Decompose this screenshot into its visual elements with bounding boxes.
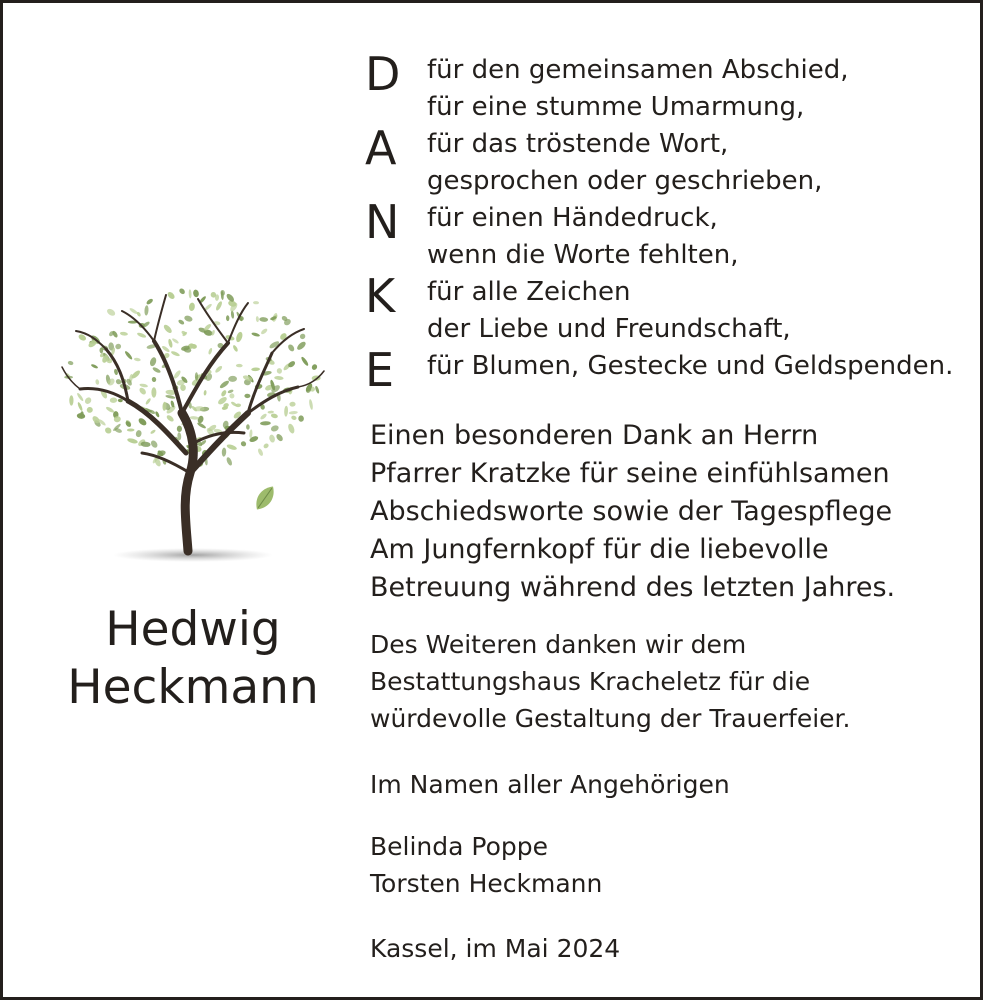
danke-letter-a: A xyxy=(365,121,397,175)
leaf xyxy=(251,332,260,337)
leaf xyxy=(220,389,227,397)
leaf xyxy=(91,363,99,369)
deceased-first-name: Hedwig xyxy=(105,602,281,657)
danke-letter-k: K xyxy=(365,269,396,323)
leaf xyxy=(260,421,271,426)
leaf xyxy=(76,392,84,402)
leaf xyxy=(69,395,73,405)
leaf xyxy=(166,414,175,423)
leaf xyxy=(188,302,195,311)
leaf xyxy=(178,319,185,326)
leaf xyxy=(244,394,250,399)
leaf xyxy=(197,415,205,424)
leaf xyxy=(188,289,191,298)
leaf xyxy=(275,433,284,443)
leaf xyxy=(95,379,100,385)
leaf xyxy=(145,398,152,406)
leaf xyxy=(249,429,253,438)
paragraph-line: Des Weiteren danken wir dem xyxy=(370,630,747,659)
danke-letter-d: D xyxy=(365,47,401,101)
leaf xyxy=(165,394,176,399)
leaf xyxy=(149,356,158,367)
leaf xyxy=(177,426,182,432)
leaf xyxy=(235,331,244,343)
leaf xyxy=(284,406,288,417)
leaf xyxy=(104,426,113,435)
leaf xyxy=(144,305,149,316)
danke-line: für das tröstende Wort, xyxy=(427,129,729,159)
leaf xyxy=(162,323,173,334)
paragraph-line: Einen besonderen Dank an Herrn xyxy=(370,420,819,451)
leaf xyxy=(311,363,318,371)
leaf xyxy=(300,356,309,367)
leaf xyxy=(184,315,194,323)
paragraph-line: würdevolle Gestaltung der Trauerfeier. xyxy=(370,704,851,733)
leaf xyxy=(155,411,161,418)
leaf xyxy=(86,406,93,413)
leaf xyxy=(152,366,162,374)
leaf xyxy=(77,413,86,419)
leaf xyxy=(246,424,250,430)
leaf xyxy=(228,376,237,382)
leaf xyxy=(270,413,278,419)
leaf xyxy=(120,331,128,336)
leaf xyxy=(171,337,179,344)
leaf xyxy=(231,310,235,319)
leaf xyxy=(298,415,304,422)
paragraph-line: Bestattungshaus Kracheletz für die xyxy=(370,667,811,696)
leaf xyxy=(256,316,260,322)
leaf xyxy=(110,397,118,403)
leaf xyxy=(77,402,84,412)
leaf xyxy=(296,340,307,351)
leaf xyxy=(173,369,182,379)
leaf xyxy=(152,377,157,382)
leaf xyxy=(263,443,270,450)
danke-line: für alle Zeichen xyxy=(427,277,631,307)
danke-letter-n: N xyxy=(365,195,400,249)
signatories xyxy=(370,828,602,902)
leaf xyxy=(268,434,275,443)
leaf xyxy=(215,300,223,311)
leaf xyxy=(274,376,284,381)
leaf xyxy=(291,415,298,421)
place-date: Kassel, im Mai 2024 xyxy=(370,934,621,963)
thanks-paragraph xyxy=(370,417,895,607)
leaf xyxy=(135,430,142,438)
leaf xyxy=(287,423,296,434)
leaf xyxy=(138,386,147,395)
danke-line: für einen Händedruck, xyxy=(427,203,718,233)
left-column xyxy=(3,3,343,997)
leaf xyxy=(106,307,117,317)
danke-line: gesprochen oder geschrieben, xyxy=(427,166,823,196)
leaf xyxy=(127,437,139,444)
leaf xyxy=(214,365,223,374)
leaf xyxy=(227,389,234,394)
danke-line: für eine stumme Umarmung, xyxy=(427,92,805,122)
paragraph-line: Abschiedsworte sowie der Tagespflege xyxy=(370,496,893,527)
leaf xyxy=(314,385,320,394)
leaf xyxy=(146,298,154,306)
leaf xyxy=(276,367,283,374)
leaf xyxy=(139,383,148,388)
paragraph-line: Pfarrer Kratzke für seine einfühlsamen xyxy=(370,458,890,489)
danke-letter-e: E xyxy=(365,343,395,397)
leaf xyxy=(105,406,115,414)
leaf xyxy=(226,443,237,451)
danke-line: wenn die Worte fehlten, xyxy=(427,240,739,270)
leaf xyxy=(190,416,200,420)
leaf xyxy=(270,424,280,432)
leaf xyxy=(134,357,141,361)
leaf xyxy=(150,429,156,435)
leaf xyxy=(251,367,260,371)
leaf xyxy=(299,333,307,341)
leaf xyxy=(67,360,73,365)
danke-acrostic xyxy=(365,47,975,397)
further-paragraph xyxy=(370,626,850,737)
leaf xyxy=(268,410,275,413)
leaf xyxy=(257,448,264,457)
leaf xyxy=(84,396,93,405)
leaf xyxy=(260,328,268,336)
leaf xyxy=(170,350,180,357)
leaf xyxy=(236,364,243,368)
leaf xyxy=(151,387,156,397)
deceased-name xyxy=(3,601,383,717)
danke-line: für den gemeinsamen Abschied, xyxy=(427,55,849,85)
leaf xyxy=(124,350,133,360)
leaf xyxy=(178,287,186,295)
leaf xyxy=(289,402,295,407)
deceased-last-name: Heckmann xyxy=(67,660,319,715)
leaf xyxy=(229,393,236,400)
leaf xyxy=(208,347,213,354)
leaf xyxy=(226,315,230,321)
leaf xyxy=(193,289,200,298)
leaf xyxy=(259,413,267,421)
leaf xyxy=(197,422,207,430)
leaf-icon xyxy=(251,483,278,514)
leaf xyxy=(308,399,313,410)
signatory-name: Torsten Heckmann xyxy=(370,869,603,898)
leaf xyxy=(136,332,146,339)
leaf xyxy=(115,343,122,350)
leaf xyxy=(259,317,268,322)
leaf xyxy=(150,439,159,449)
leaf xyxy=(137,417,148,427)
leaf xyxy=(127,428,135,431)
leaf xyxy=(226,456,234,466)
ground-shadow xyxy=(113,548,273,562)
leaf xyxy=(240,440,247,447)
leaf xyxy=(232,344,239,352)
leaf xyxy=(222,447,227,456)
signatory-name: Belinda Poppe xyxy=(370,832,549,861)
leaf xyxy=(161,345,170,353)
tree-illustration xyxy=(58,283,328,573)
leaf xyxy=(166,291,176,301)
on-behalf-line: Im Namen aller Angehörigen xyxy=(370,770,730,799)
paragraph-line: Am Jungfernkopf für die liebevolle xyxy=(370,534,829,565)
leaf xyxy=(129,307,139,315)
paragraph-line: Betreuung während des letzten Jahres. xyxy=(370,572,896,603)
leaf xyxy=(219,379,230,389)
danke-line: der Liebe und Freundschaft, xyxy=(427,314,791,344)
leaf xyxy=(203,390,206,396)
danke-line: für Blumen, Gestecke und Geldspenden. xyxy=(427,351,954,381)
leaf xyxy=(253,301,259,305)
leaf xyxy=(287,343,296,352)
leaf xyxy=(289,411,298,415)
